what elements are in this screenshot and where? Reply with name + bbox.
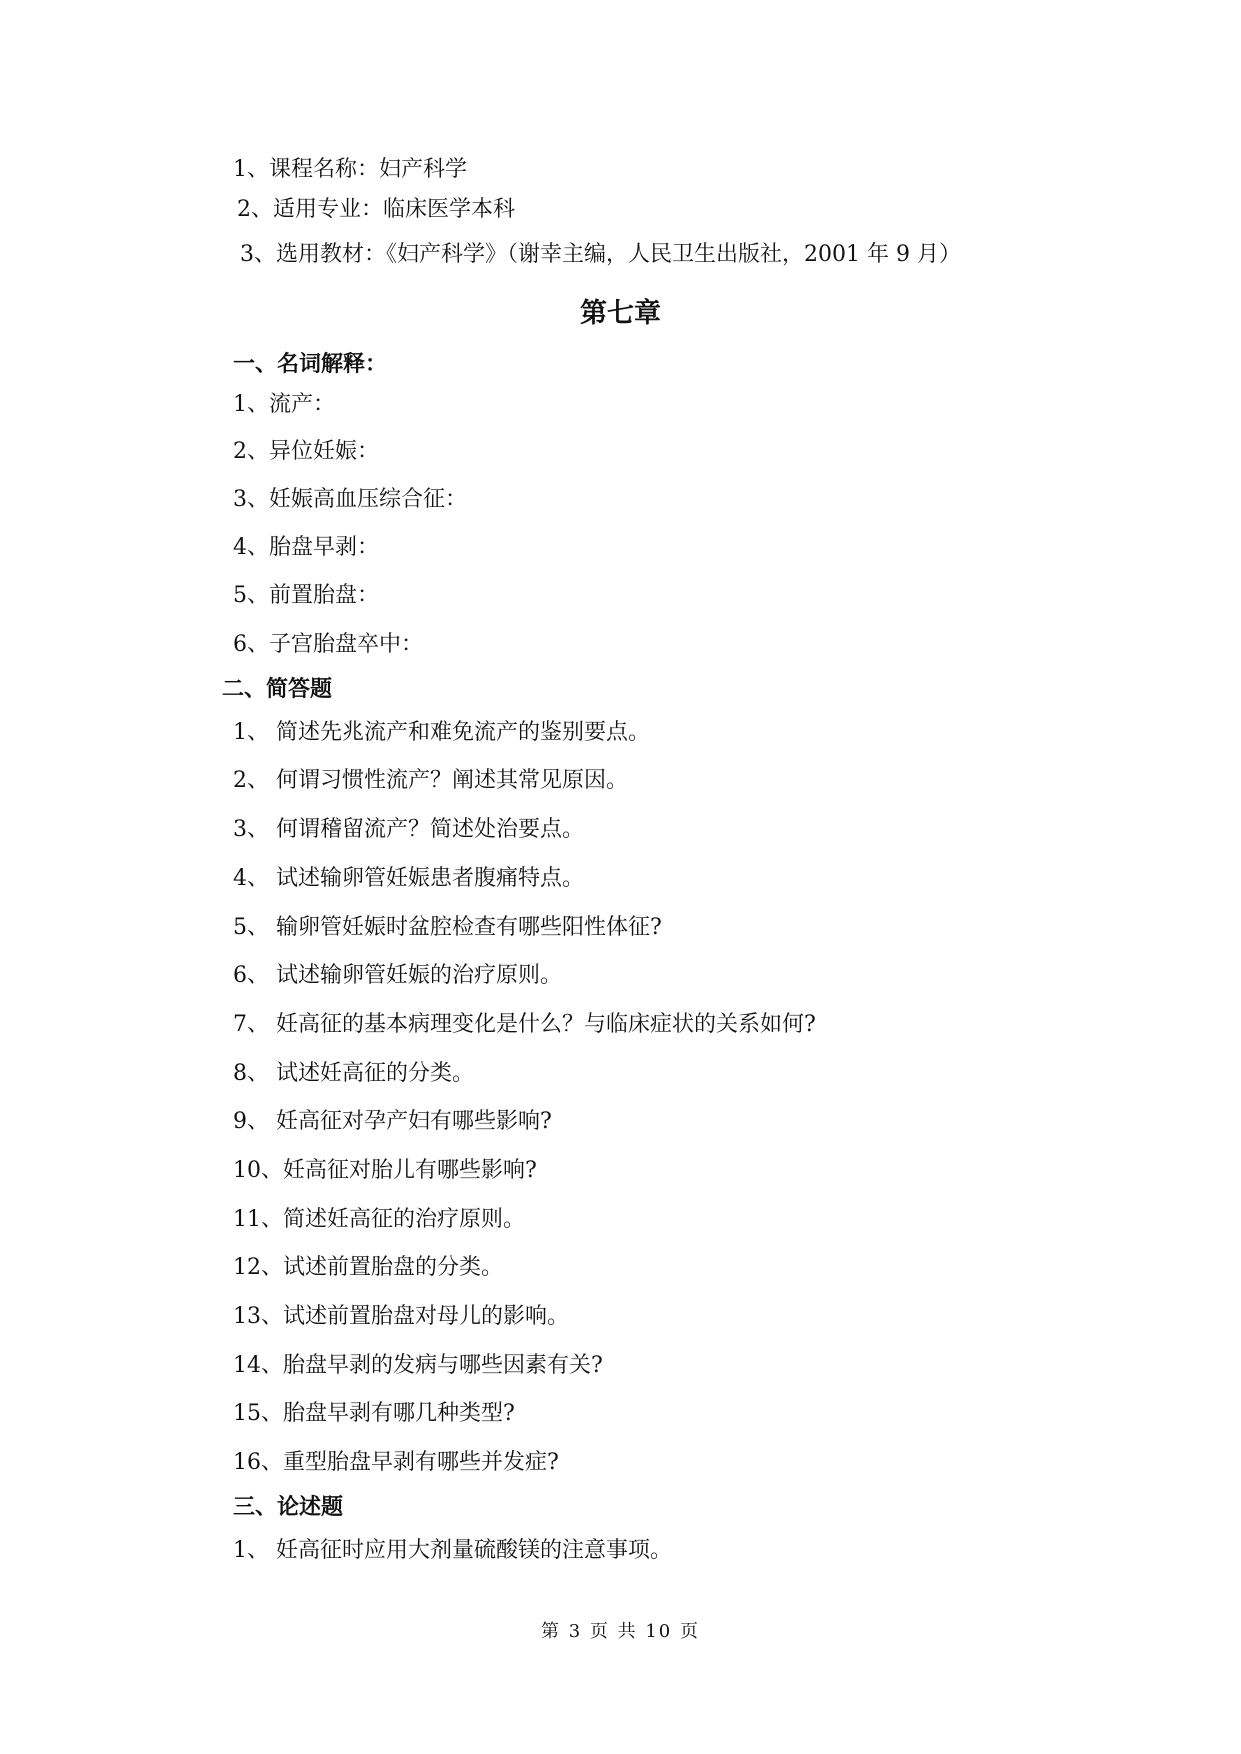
list-item: 4、胎盘早剥： xyxy=(233,535,379,560)
list-item: 4、 试述输卵管妊娠患者腹痛特点。 xyxy=(233,866,584,891)
list-item: 2、异位妊娠： xyxy=(233,439,379,464)
list-item: 1、 简述先兆流产和难免流产的鉴别要点。 xyxy=(233,720,650,745)
list-item: 16、重型胎盘早剥有哪些并发症? xyxy=(233,1450,559,1475)
list-item: 11、简述妊高征的治疗原则。 xyxy=(233,1207,525,1232)
list-item: 9、 妊高征对孕产妇有哪些影响? xyxy=(233,1109,552,1134)
section-heading-short-answer: 二、简答题 xyxy=(222,677,333,702)
list-item: 5、 输卵管妊娠时盆腔检查有哪些阳性体征? xyxy=(233,915,662,940)
course-name-line: 1、课程名称：妇产科学 xyxy=(233,157,467,182)
list-item: 8、 试述妊高征的分类。 xyxy=(233,1061,474,1086)
list-item: 6、子宫胎盘卒中： xyxy=(233,632,423,657)
list-item: 14、胎盘早剥的发病与哪些因素有关? xyxy=(233,1353,603,1378)
list-item: 2、 何谓习惯性流产？阐述其常见原因。 xyxy=(233,768,628,793)
section-heading-definitions: 一、名词解释： xyxy=(233,352,388,377)
list-item: 7、 妊高征的基本病理变化是什么？与临床症状的关系如何? xyxy=(233,1012,816,1037)
list-item: 5、前置胎盘： xyxy=(233,583,379,608)
list-item: 15、胎盘早剥有哪几种类型? xyxy=(233,1401,515,1426)
list-item: 3、 何谓稽留流产？简述处治要点。 xyxy=(233,817,584,842)
list-item: 12、试述前置胎盘的分类。 xyxy=(233,1255,503,1280)
list-item: 10、妊高征对胎儿有哪些影响? xyxy=(233,1158,537,1183)
course-textbook-line: 3、选用教材：《妇产科学》（谢幸主编，人民卫生出版社，2001 年 9 月） xyxy=(240,242,961,267)
chapter-title: 第七章 xyxy=(580,298,661,329)
list-item: 3、妊娠高血压综合征： xyxy=(233,487,467,512)
course-major-line: 2、适用专业：临床医学本科 xyxy=(237,197,515,222)
list-item: 1、 妊高征时应用大剂量硫酸镁的注意事项。 xyxy=(233,1538,672,1563)
list-item: 1、流产： xyxy=(233,392,335,417)
section-heading-essay: 三、论述题 xyxy=(233,1495,344,1520)
list-item: 6、 试述输卵管妊娠的治疗原则。 xyxy=(233,963,562,988)
list-item: 13、试述前置胎盘对母儿的影响。 xyxy=(233,1304,569,1329)
page-footer: 第 3 页 共 10 页 xyxy=(541,1621,700,1642)
